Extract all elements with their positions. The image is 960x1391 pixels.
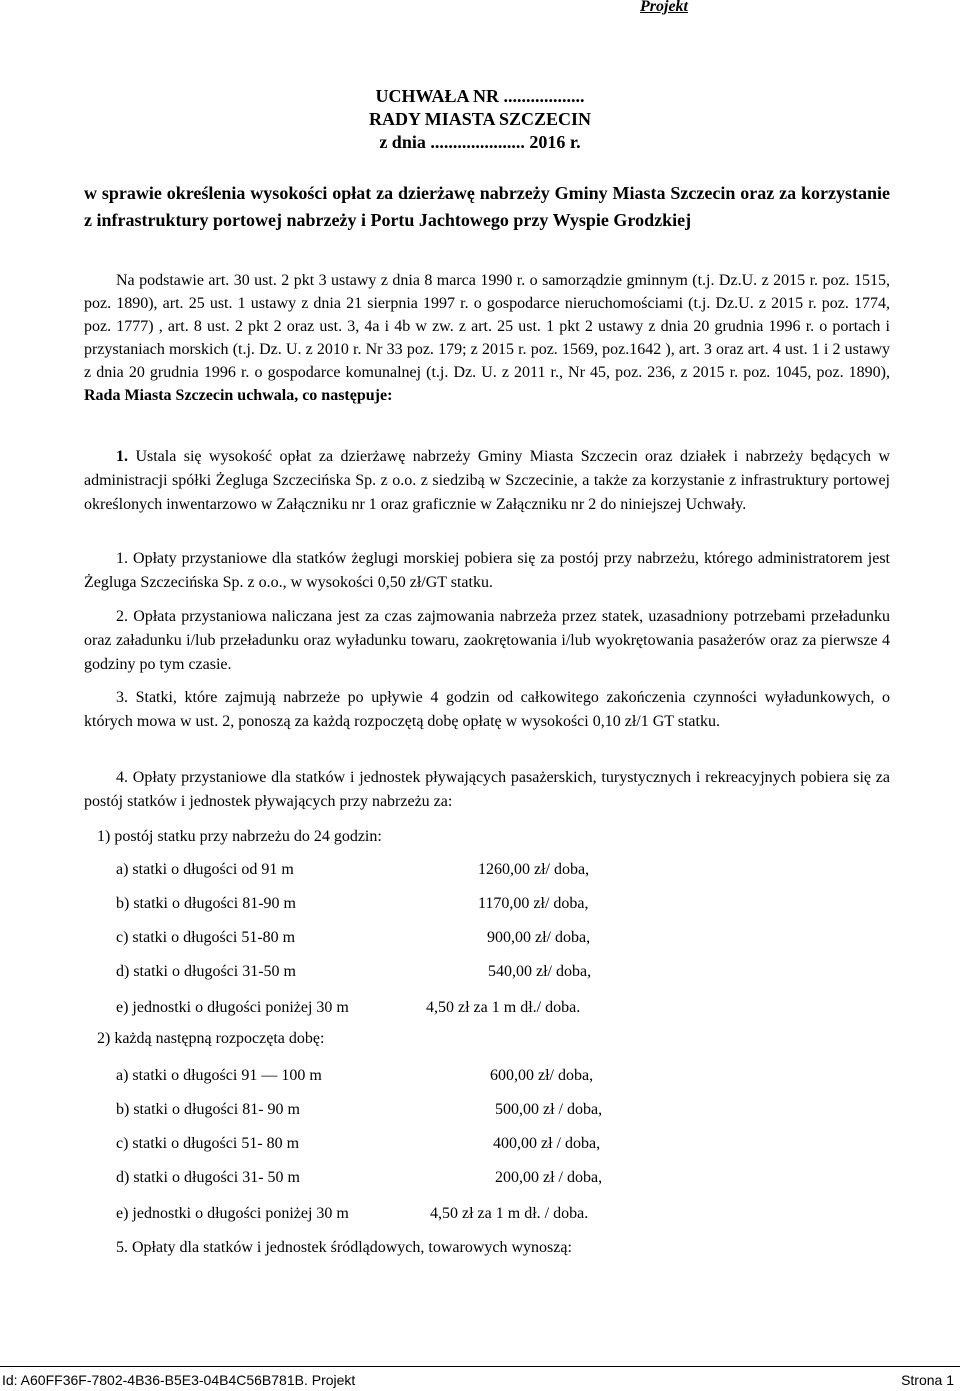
resolution-number: UCHWAŁA NR .................. (375, 86, 585, 106)
rate-label: a) statki o długości 91 — 100 m (116, 1067, 322, 1084)
resolution-subject: w sprawie określenia wysokości opłat za dzierżawę nabrzeży Gminy Miasta Szczecin oraz za korzystanie z infrastruktury portowej nabrzeży i Portu Jachtowego przy Wyspie Grodzkiej (84, 183, 890, 230)
point-3 (84, 686, 890, 734)
resolution-date: z dnia ..................... 2016 r. (379, 132, 581, 152)
rate-label: e) jednostki o długości poniżej 30 m (116, 999, 349, 1016)
point-num: 4. (116, 769, 128, 786)
rate-label: c) statki o długości 51-80 m (116, 929, 296, 946)
draft-mark: Projekt (640, 0, 688, 15)
point-text: Statki, które zajmują nabrzeże po upływie 4 godzin od całkowitego zakończenia czynności wyładunkowych, o których mowa w ust. 2, ponoszą za każdą rozpoczętą dobę opłatę w wysokości 0,10 zł/1 GT statku. (84, 689, 891, 730)
section-1-mark: 1. (116, 448, 128, 465)
rate-value: 540,00 zł/ doba, (488, 963, 592, 980)
sub1-heading: 1) postój statku przy nabrzeżu do 24 godzin: (97, 828, 382, 845)
document-id: Id: A60FF36F-7802-4B36-B5E3-04B4C56B781B. Projekt (2, 1372, 356, 1388)
point-text: Opłaty przystaniowe dla statków żeglugi morskiej pobiera się za postój przy nabrzeżu, którego administratorem jest Żegluga Szczecińska Sp. z o.o., w wysokości 0,50 zł/GT statku. (84, 550, 891, 591)
point-4 (84, 766, 890, 814)
page-number: Strona 1 (901, 1372, 954, 1388)
rate-value: 200,00 zł / doba, (495, 1169, 603, 1186)
rate-value: 900,00 zł/ doba, (487, 929, 591, 946)
point-text: Opłaty przystaniowe dla statków i jednostek pływających pasażerskich, turystycznych i rekreacyjnych pobiera się za postój statków i jednostek pływających przy nabrzeżu za: (84, 769, 890, 810)
legal-basis (84, 269, 890, 407)
rate-value: 500,00 zł / doba, (495, 1101, 603, 1118)
point-5: 5. Opłaty dla statków i jednostek śródlądowych, towarowych wynoszą: (116, 1239, 572, 1256)
point-text: Opłata przystaniowa naliczana jest za czas zajmowania nabrzeża przez statek, uzasadniony potrzebami przeładunku oraz załadunku i/lub przeładunku oraz wyładunku towaru, zaokrętowania i/lub wyokrętowania pasażerów oraz za pierwsze 4 godziny po tym czasie. (84, 608, 890, 673)
sub2-heading: 2) każdą następną rozpoczęta dobę: (97, 1030, 325, 1047)
section-1-text: Ustala się wysokość opłat za dzierżawę nabrzeży Gminy Miasta Szczecin oraz działek i nabrzeży będących w administracji spółki Żegluga Szczecińska Sp. z o.o. z siedzibą w Szczecinie, a także za korzystanie z infrastruktury portowej określonych inwentarzowo w Załączniku nr 1 oraz graficznie w Załączniku nr 2 do niniejszej Uchwały. (84, 448, 891, 513)
point-2 (84, 605, 890, 677)
rate-label: b) statki o długości 81- 90 m (116, 1101, 300, 1118)
rate-label: c) statki o długości 51- 80 m (116, 1135, 300, 1152)
rate-value: 4,50 zł za 1 m dł./ doba. (426, 999, 581, 1016)
legal-basis-text: Na podstawie art. 30 ust. 2 pkt 3 ustawy z dnia 8 marca 1990 r. o samorządzie gminnym (t.j. Dz.U. z 2015 r. poz. 1515, poz. 1890), art. 25 ust. 1 ustawy z dnia 21 sierpnia 1997 r. o gospodarce nieruchomościami (t.j. Dz.U. z 2015 r. poz. 1774, poz. 1777) , art. 8 ust. 2 pkt 2 oraz ust. 3, 4a i 4b w zw. z art. 25 ust. 1 pkt 2 ustawy z dnia 20 grudnia 1996 r. o portach i przystaniach morskich (t.j. Dz. U. z 2010 r. Nr 33 poz. 179; z 2015 r. poz. 1569, poz.1642 ), art. 3 oraz art. 4 ust. 1 i 2 ustawy z dnia 20 grudnia 1996 r. o gospodarce komunalnej (t.j. Dz. U. z 2011 r., Nr 45, poz. 236, z 2015 r. poz. 1045, poz. 1890), (84, 272, 890, 381)
rate-value: 4,50 zł za 1 m dł. / doba. (430, 1205, 589, 1222)
rate-value: 1170,00 zł/ doba, (478, 895, 589, 912)
footer-divider (0, 1366, 960, 1367)
rate-label: d) statki o długości 31- 50 m (116, 1169, 300, 1186)
point-num: 1. (116, 550, 128, 567)
section-1 (84, 445, 890, 517)
rate-label: a) statki o długości od 91 m (116, 861, 294, 878)
council-name: RADY MIASTA SZCZECIN (368, 109, 592, 129)
rate-value: 600,00 zł/ doba, (490, 1067, 594, 1084)
enacting-clause: Rada Miasta Szczecin uchwala, co następuje: (84, 387, 393, 404)
point-num: 3. (116, 689, 128, 706)
rate-label: b) statki o długości 81-90 m (116, 895, 296, 912)
rate-value: 1260,00 zł/ doba, (478, 861, 590, 878)
point-num: 2. (116, 608, 128, 625)
rate-label: d) statki o długości 31-50 m (116, 963, 296, 980)
rate-label: e) jednostki o długości poniżej 30 m (116, 1205, 349, 1222)
rate-value: 400,00 zł / doba, (493, 1135, 601, 1152)
point-1 (84, 547, 890, 595)
